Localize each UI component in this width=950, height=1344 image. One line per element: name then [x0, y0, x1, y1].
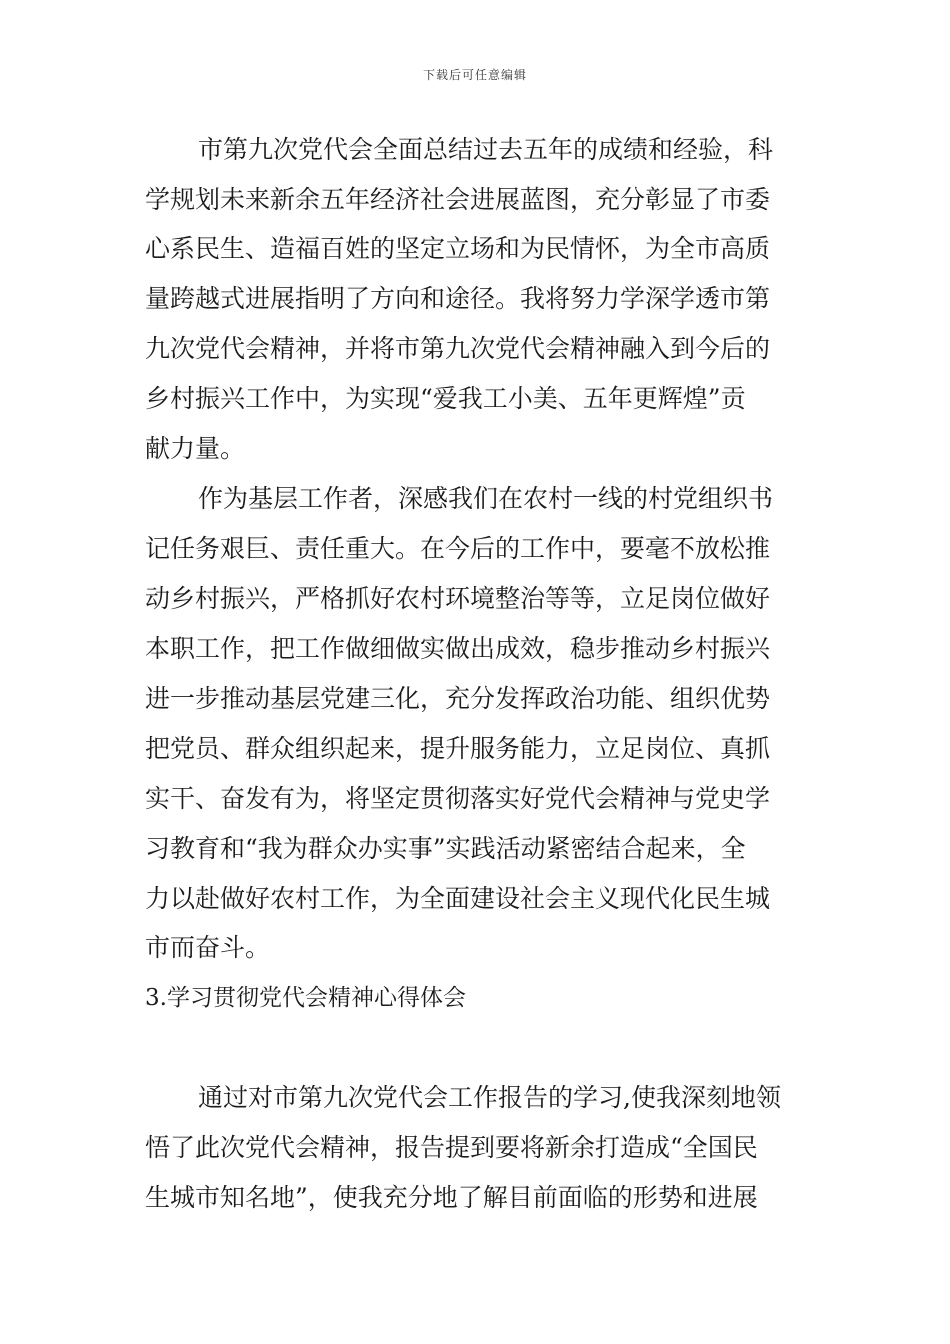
- paragraph-3-line-3: 生城市知名地”，使我充分地了解目前面临的形势和进展: [145, 1183, 758, 1212]
- paragraph-1-line-6: 乡村振兴工作中，为实现“爱我工小美、五年更辉煌”贡: [145, 384, 746, 413]
- paragraph-1-line-7: 献力量。: [145, 434, 246, 463]
- paragraph-3-line-1: 通过对市第九次党代会工作报告的学习,使我深刻地领: [198, 1083, 781, 1112]
- paragraph-2-line-5: 进一步推动基层党建三化，充分发挥政治功能、组织优势: [145, 684, 771, 713]
- paragraph-2-line-3: 动乡村振兴，严格抓好农村环境整治等等，立足岗位做好: [145, 584, 771, 613]
- paragraph-2-line-8: 习教育和“我为群众办实事”实践活动紧密结合起来，全: [145, 834, 746, 863]
- paragraph-2-line-7: 实干、奋发有为，将坚定贯彻落实好党代会精神与党史学: [145, 784, 771, 813]
- section-heading: 3.学习贯彻党代会精神心得体会: [145, 985, 466, 1011]
- paragraph-2-line-4: 本职工作，把工作做细做实做出成效，稳步推动乡村振兴: [145, 634, 771, 663]
- paragraph-2-line-6: 把党员、群众组织起来，提升服务能力，立足岗位、真抓: [145, 734, 771, 763]
- paragraph-1-line-3: 心系民生、造福百姓的坚定立场和为民情怀，为全市高质: [145, 234, 771, 263]
- paragraph-3-line-2: 悟了此次党代会精神，报告提到要将新余打造成“全国民: [145, 1133, 758, 1162]
- paragraph-1-line-1: 市第九次党代会全面总结过去五年的成绩和经验，科: [198, 135, 774, 164]
- paragraph-2-line-10: 市而奋斗。: [145, 933, 271, 962]
- paragraph-1-line-5: 九次党代会精神，并将市第九次党代会精神融入到今后的: [145, 334, 771, 363]
- paragraph-2-line-1: 作为基层工作者，深感我们在农村一线的村党组织书: [198, 484, 774, 513]
- paragraph-2-line-9: 力以赴做好农村工作，为全面建设社会主义现代化民生城: [145, 884, 771, 913]
- paragraph-2-line-2: 记任务艰巨、责任重大。在今后的工作中，要毫不放松推: [145, 534, 771, 563]
- paragraph-1-line-4: 量跨越式进展指明了方向和途径。我将努力学深学透市第: [145, 284, 771, 313]
- page-header: 下载后可任意编辑: [422, 68, 527, 82]
- paragraph-1-line-2: 学规划未来新余五年经济社会进展蓝图，充分彰显了市委: [145, 185, 771, 214]
